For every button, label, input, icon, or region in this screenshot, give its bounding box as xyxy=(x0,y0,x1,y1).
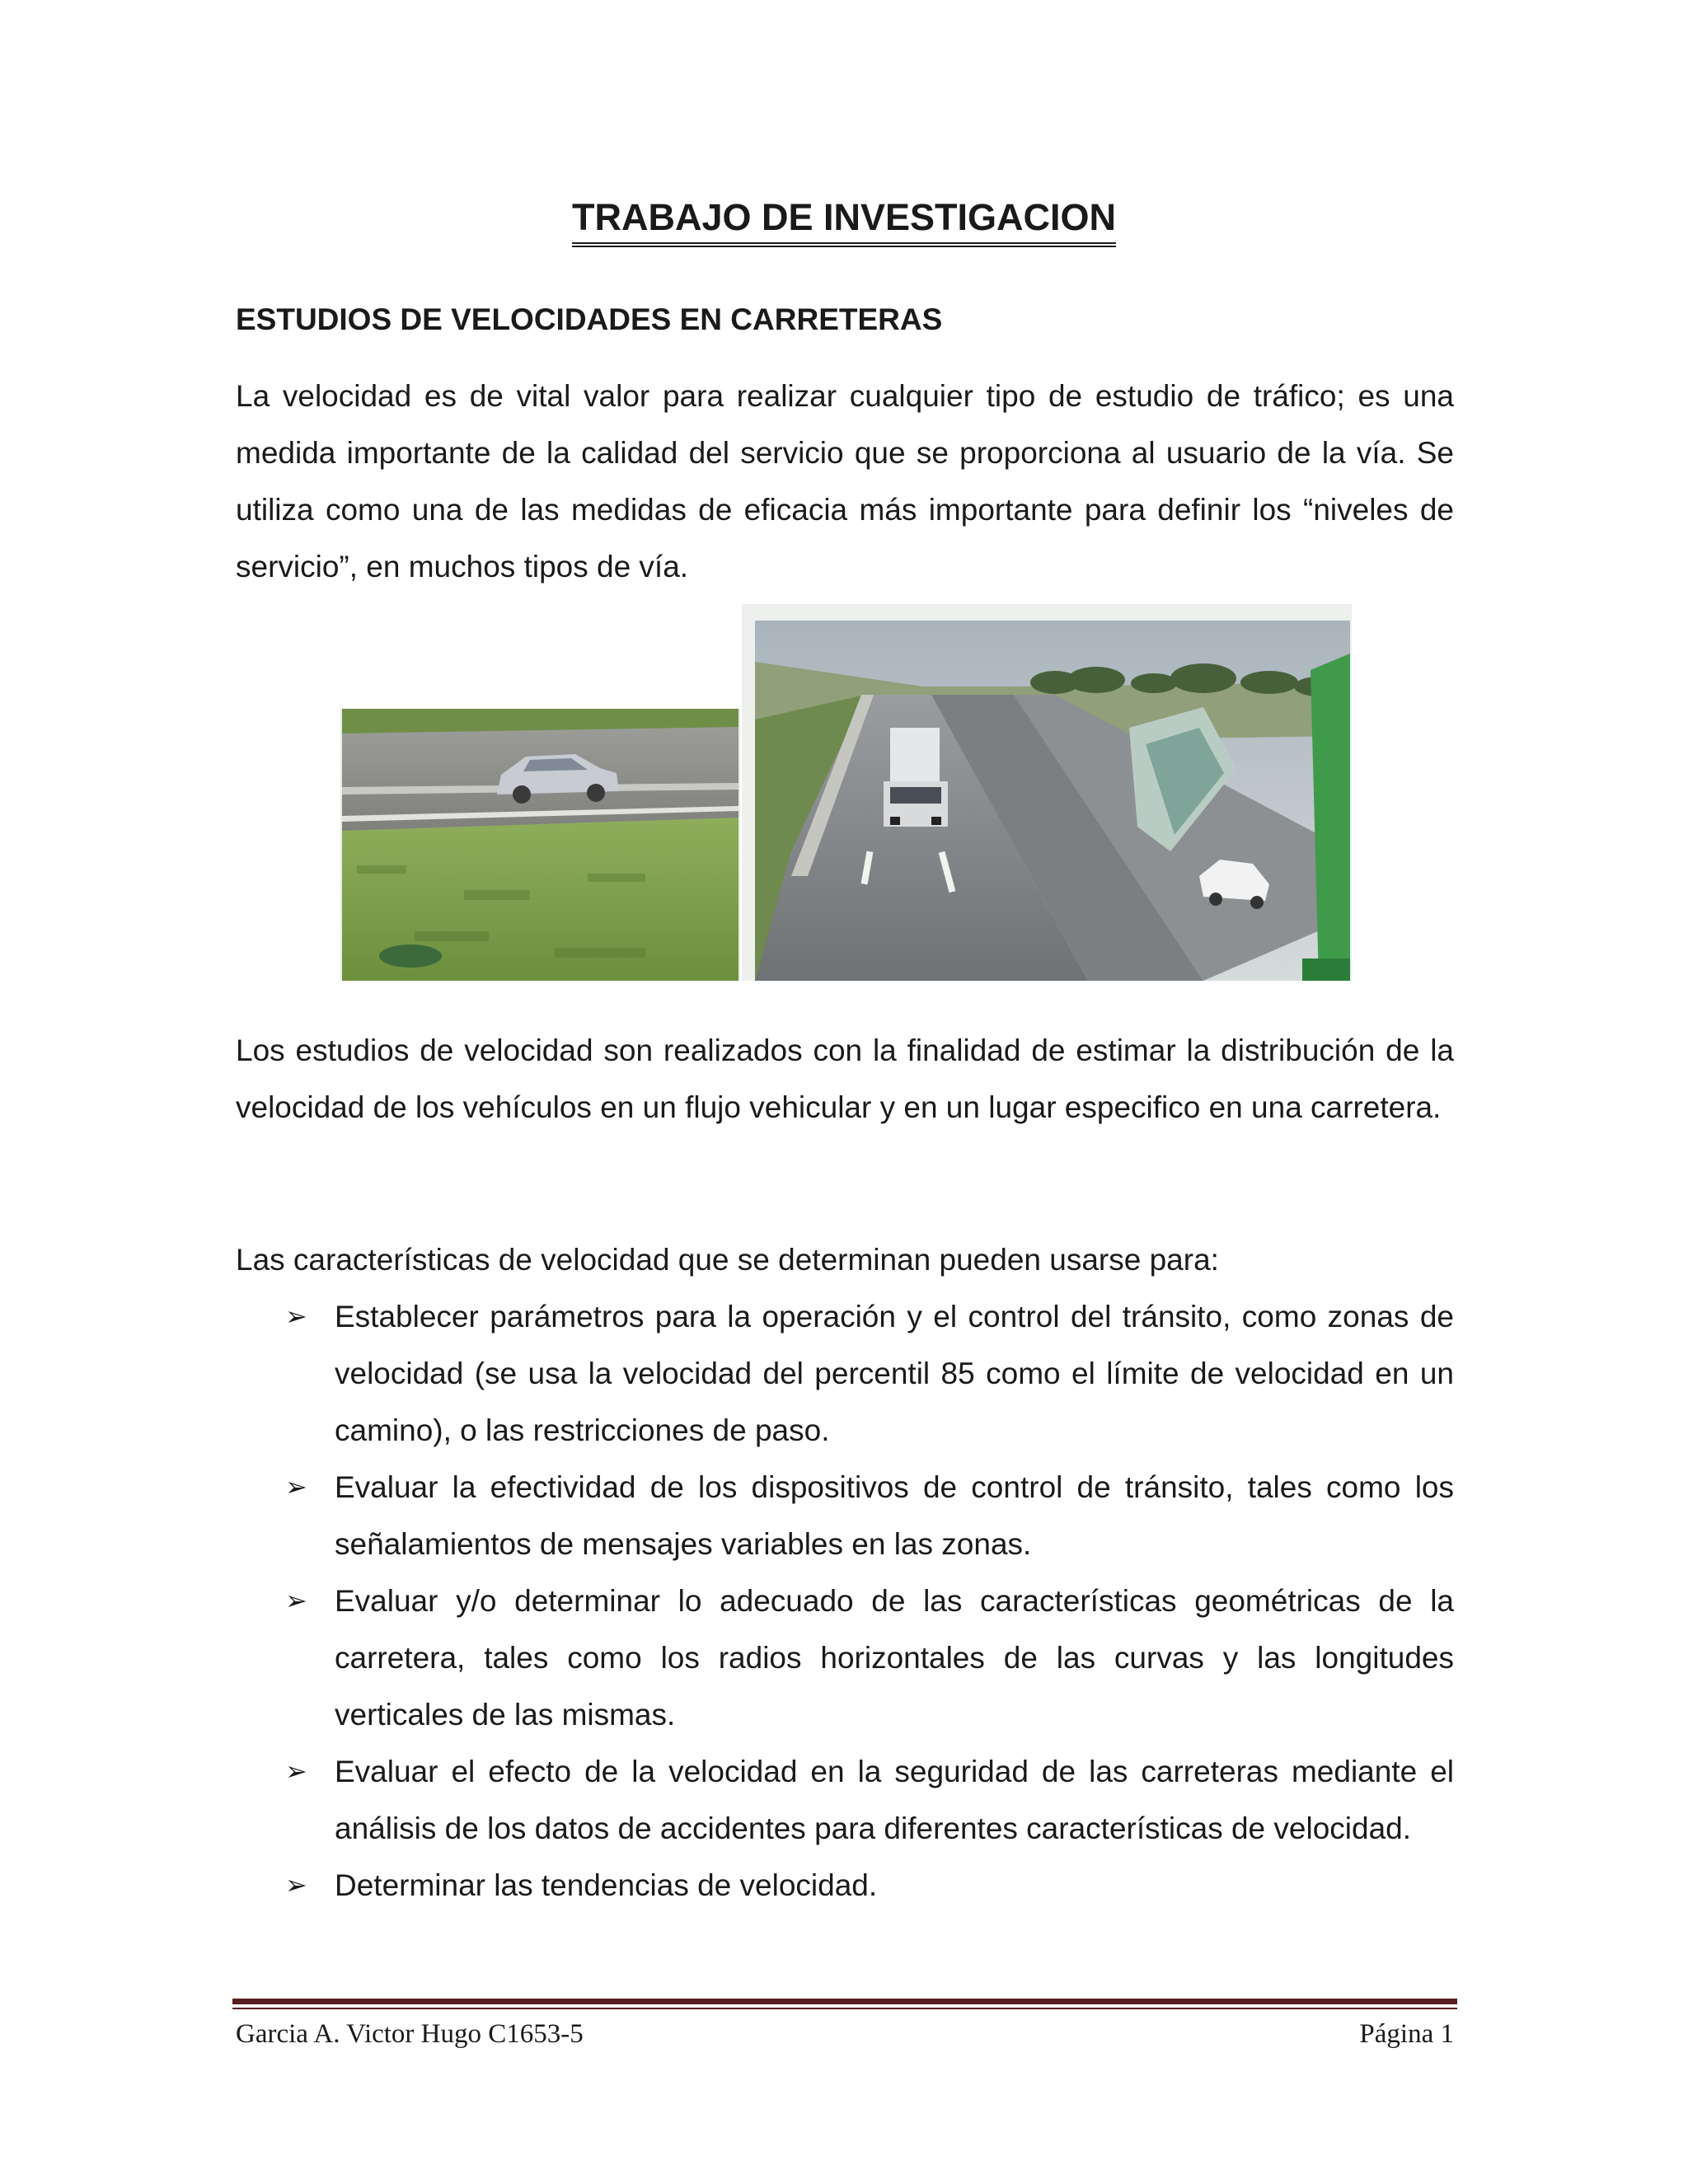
arrow-bullet-icon: ➢ xyxy=(285,1756,307,1786)
section-heading: ESTUDIOS DE VELOCIDADES EN CARRETERAS xyxy=(236,302,943,336)
list-item-text: Determinar las tendencias de velocidad. xyxy=(335,1868,878,1902)
intro-paragraph: La velocidad es de vital valor para realizar cualquier tipo de estudio de tráfico; es una medida importante de la calidad del servicio que se proporciona al usuario de la vía. Se utiliza como una de las medidas de eficacia más importante para definir los “niveles de servicio”, en muchos tipos de vía. xyxy=(236,379,1454,583)
document-title xyxy=(0,194,1688,247)
list-item-text: Evaluar y/o determinar lo adecuado de las características geométricas de la carretera, tales como los radios horizontales de las curvas y las longitudes verticales de las mismas. xyxy=(335,1584,1454,1732)
list-item xyxy=(236,1857,1454,1914)
list-item-text: Evaluar el efecto de la velocidad en la seguridad de las carreteras mediante el análisis de los datos de accidentes para diferentes características de velocidad. xyxy=(335,1755,1454,1845)
arrow-bullet-icon: ➢ xyxy=(285,1472,307,1502)
arrow-bullet-icon: ➢ xyxy=(285,1301,307,1331)
footer-author: Garcia A. Victor Hugo C1653-5 xyxy=(236,2019,584,2049)
footer-divider-thin xyxy=(232,2008,1457,2009)
list-item-text: Evaluar la efectividad de los dispositivos de control de tránsito, tales como los señalamientos de mensajes variables en las zonas. xyxy=(335,1470,1454,1561)
footer-divider xyxy=(232,1999,1457,2004)
arrow-bullet-icon: ➢ xyxy=(285,1870,307,1900)
footer-page-number: Página 1 xyxy=(1359,2019,1454,2049)
arrow-bullet-icon: ➢ xyxy=(285,1586,307,1615)
list-item xyxy=(236,1288,1454,1459)
uses-intro-paragraph: Las características de velocidad que se determinan pueden usarse para: xyxy=(236,1243,1219,1277)
uses-list xyxy=(236,1288,1454,1914)
car-on-highway-photo xyxy=(340,709,740,981)
list-item xyxy=(236,1743,1454,1857)
document-title-text: TRABAJO DE INVESTIGACION xyxy=(572,194,1116,247)
list-item xyxy=(236,1459,1454,1572)
purpose-paragraph: Los estudios de velocidad son realizados con la finalidad de estimar la distribución de la velocidad de los vehículos en un flujo vehicular y en un lugar especifico en una carretera. xyxy=(236,1033,1454,1124)
list-item xyxy=(236,1572,1454,1743)
list-item-text: Establecer parámetros para la operación y el control del tránsito, como zonas de velocidad (se usa la velocidad del percentil 85 como el límite de velocidad en un camino), o las restricciones de paso. xyxy=(335,1300,1454,1447)
highway-truck-photo xyxy=(742,604,1352,981)
truck-shape xyxy=(884,728,948,827)
